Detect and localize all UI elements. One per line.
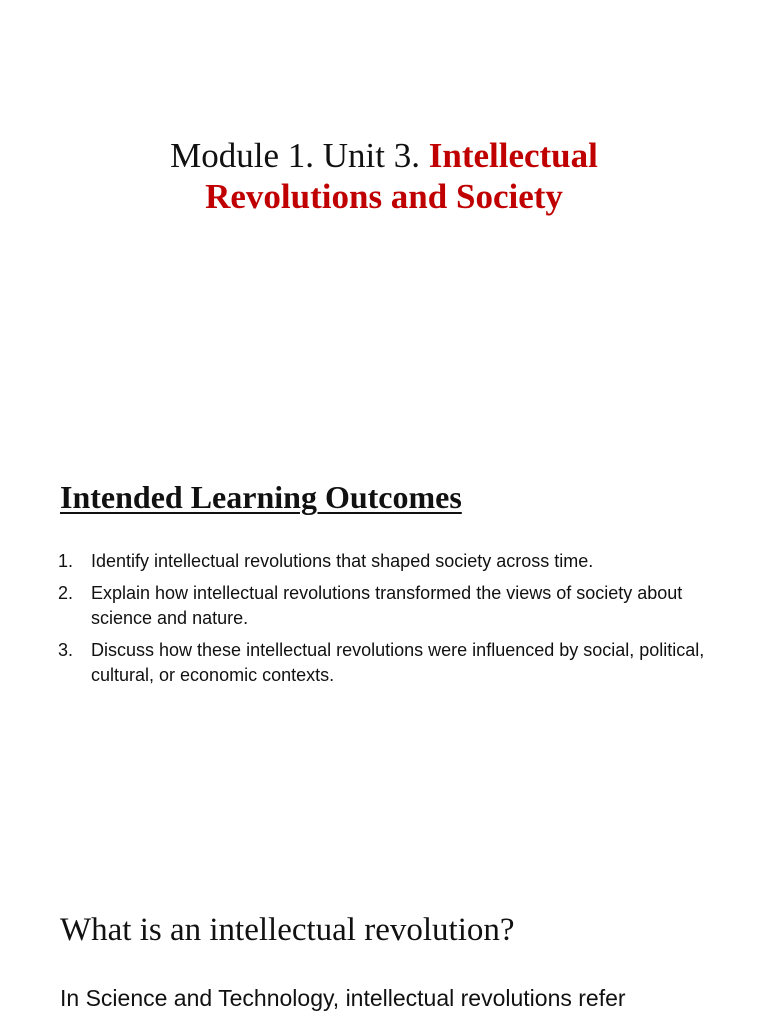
title-line-1: [0, 135, 768, 176]
outcome-number: 1.: [58, 551, 74, 571]
outcome-number: 2.: [58, 583, 74, 603]
title-line-2: [0, 176, 768, 217]
title-highlight-part-1: Intellectual: [428, 136, 598, 175]
outcome-item: [58, 581, 718, 631]
title-highlight-part-2: Revolutions and Society: [205, 177, 563, 216]
outcome-item: [58, 638, 718, 688]
outcome-text: Discuss how these intellectual revolutions were influenced by social, political, cultural, or economic contexts.: [91, 640, 705, 685]
section-heading: What is an intellectual revolution?: [60, 912, 515, 948]
outcome-number: 3.: [58, 640, 74, 660]
title-prefix: Module 1. Unit 3.: [170, 136, 420, 175]
outcome-text: Explain how intellectual revolutions transformed the views of society about science and nature.: [91, 583, 683, 628]
learning-outcomes-heading: Intended Learning Outcomes: [60, 479, 462, 515]
page-title: [0, 135, 768, 217]
outcome-item: [58, 549, 718, 574]
outcome-text: Identify intellectual revolutions that shaped society across time.: [91, 551, 594, 571]
body-paragraph: In Science and Technology, intellectual revolutions refer: [60, 985, 626, 1011]
learning-outcomes-list: [58, 549, 718, 695]
